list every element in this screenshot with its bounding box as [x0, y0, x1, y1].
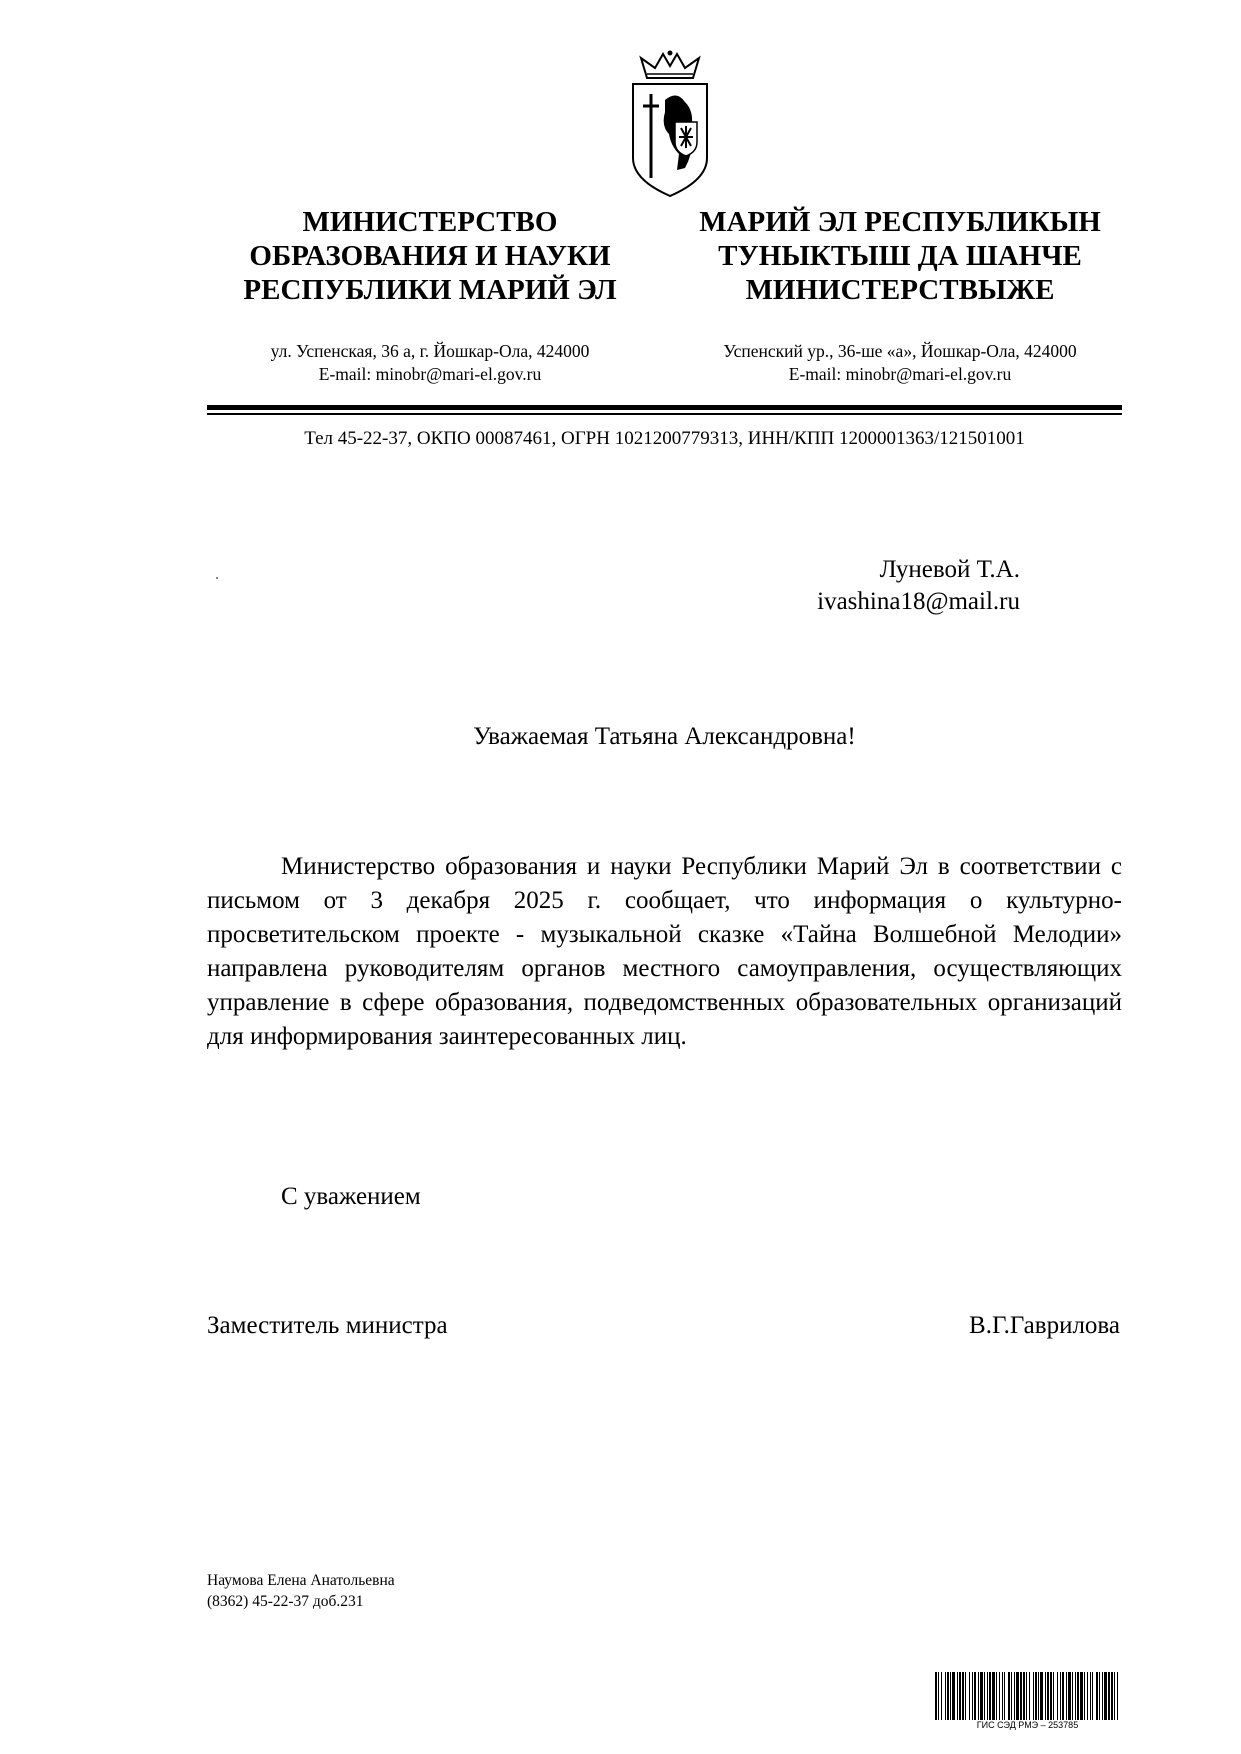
coat-of-arms-icon — [625, 50, 715, 200]
executor-phone: (8362) 45-22-37 доб.231 — [207, 1593, 364, 1610]
recipient-name: Луневой Т.А. — [879, 556, 1020, 583]
executor-block — [207, 1570, 395, 1612]
document-barcode — [935, 1672, 1120, 1730]
org-address-mari — [690, 340, 1110, 386]
header-rule-thin — [207, 413, 1122, 415]
header-rule-thick — [207, 405, 1122, 410]
signer-name: В.Г.Гаврилова — [969, 1312, 1120, 1339]
org-name-mari: МАРИЙ ЭЛ РЕСПУБЛИКЫН ТУНЫКТЫШ ДА ШАНЧЕ МИНИСТЕРСТВЫЖЕ — [699, 206, 1101, 306]
closing-regards: С уважением — [281, 1183, 421, 1210]
barcode-icon — [935, 1672, 1120, 1720]
stray-dot — [216, 577, 218, 579]
salutation: Уважаемая Татьяна Александровна! — [473, 723, 856, 750]
email-ru: E-mail: minobr@mari-el.gov.ru — [318, 364, 542, 384]
email-mari: E-mail: minobr@mari-el.gov.ru — [788, 364, 1012, 384]
barcode-label: ГИС СЭД РМЭ – 253785 — [976, 1720, 1079, 1730]
signer-position: Заместитель министра — [207, 1312, 448, 1339]
executor-name: Наумова Елена Анатольевна — [207, 1572, 395, 1589]
requisites-line: Тел 45-22-37, ОКПО 00087461, ОГРН 1021200779313, ИНН/КПП 1200001363/121501001 — [304, 428, 1025, 449]
letter-body: Министерство образования и науки Республики Марий Эл в соответствии с письмом от 3 декабря 2025 г. сообщает, что информация о культурно-просветительском проекте - музыкальной сказке «Тайна Волшебной Мелодии» направлена руководителям органов местного самоуправления, осуществляющих управление в сфере образования, подведомственных образовательных организаций для информирования заинтересованных лиц. — [207, 853, 1122, 1050]
recipient-block — [700, 554, 1020, 618]
address-mari: Успенский ур., 36-ше «а», Йошкар-Ола, 424000 — [723, 341, 1077, 361]
org-name-ru: МИНИСТЕРСТВО ОБРАЗОВАНИЯ И НАУКИ РЕСПУБЛИКИ МАРИЙ ЭЛ — [243, 206, 617, 306]
address-ru: ул. Успенская, 36 а, г. Йошкар-Ола, 424000 — [270, 341, 590, 361]
org-address-ru — [220, 340, 640, 386]
recipient-email: ivashina18@mail.ru — [817, 588, 1020, 615]
